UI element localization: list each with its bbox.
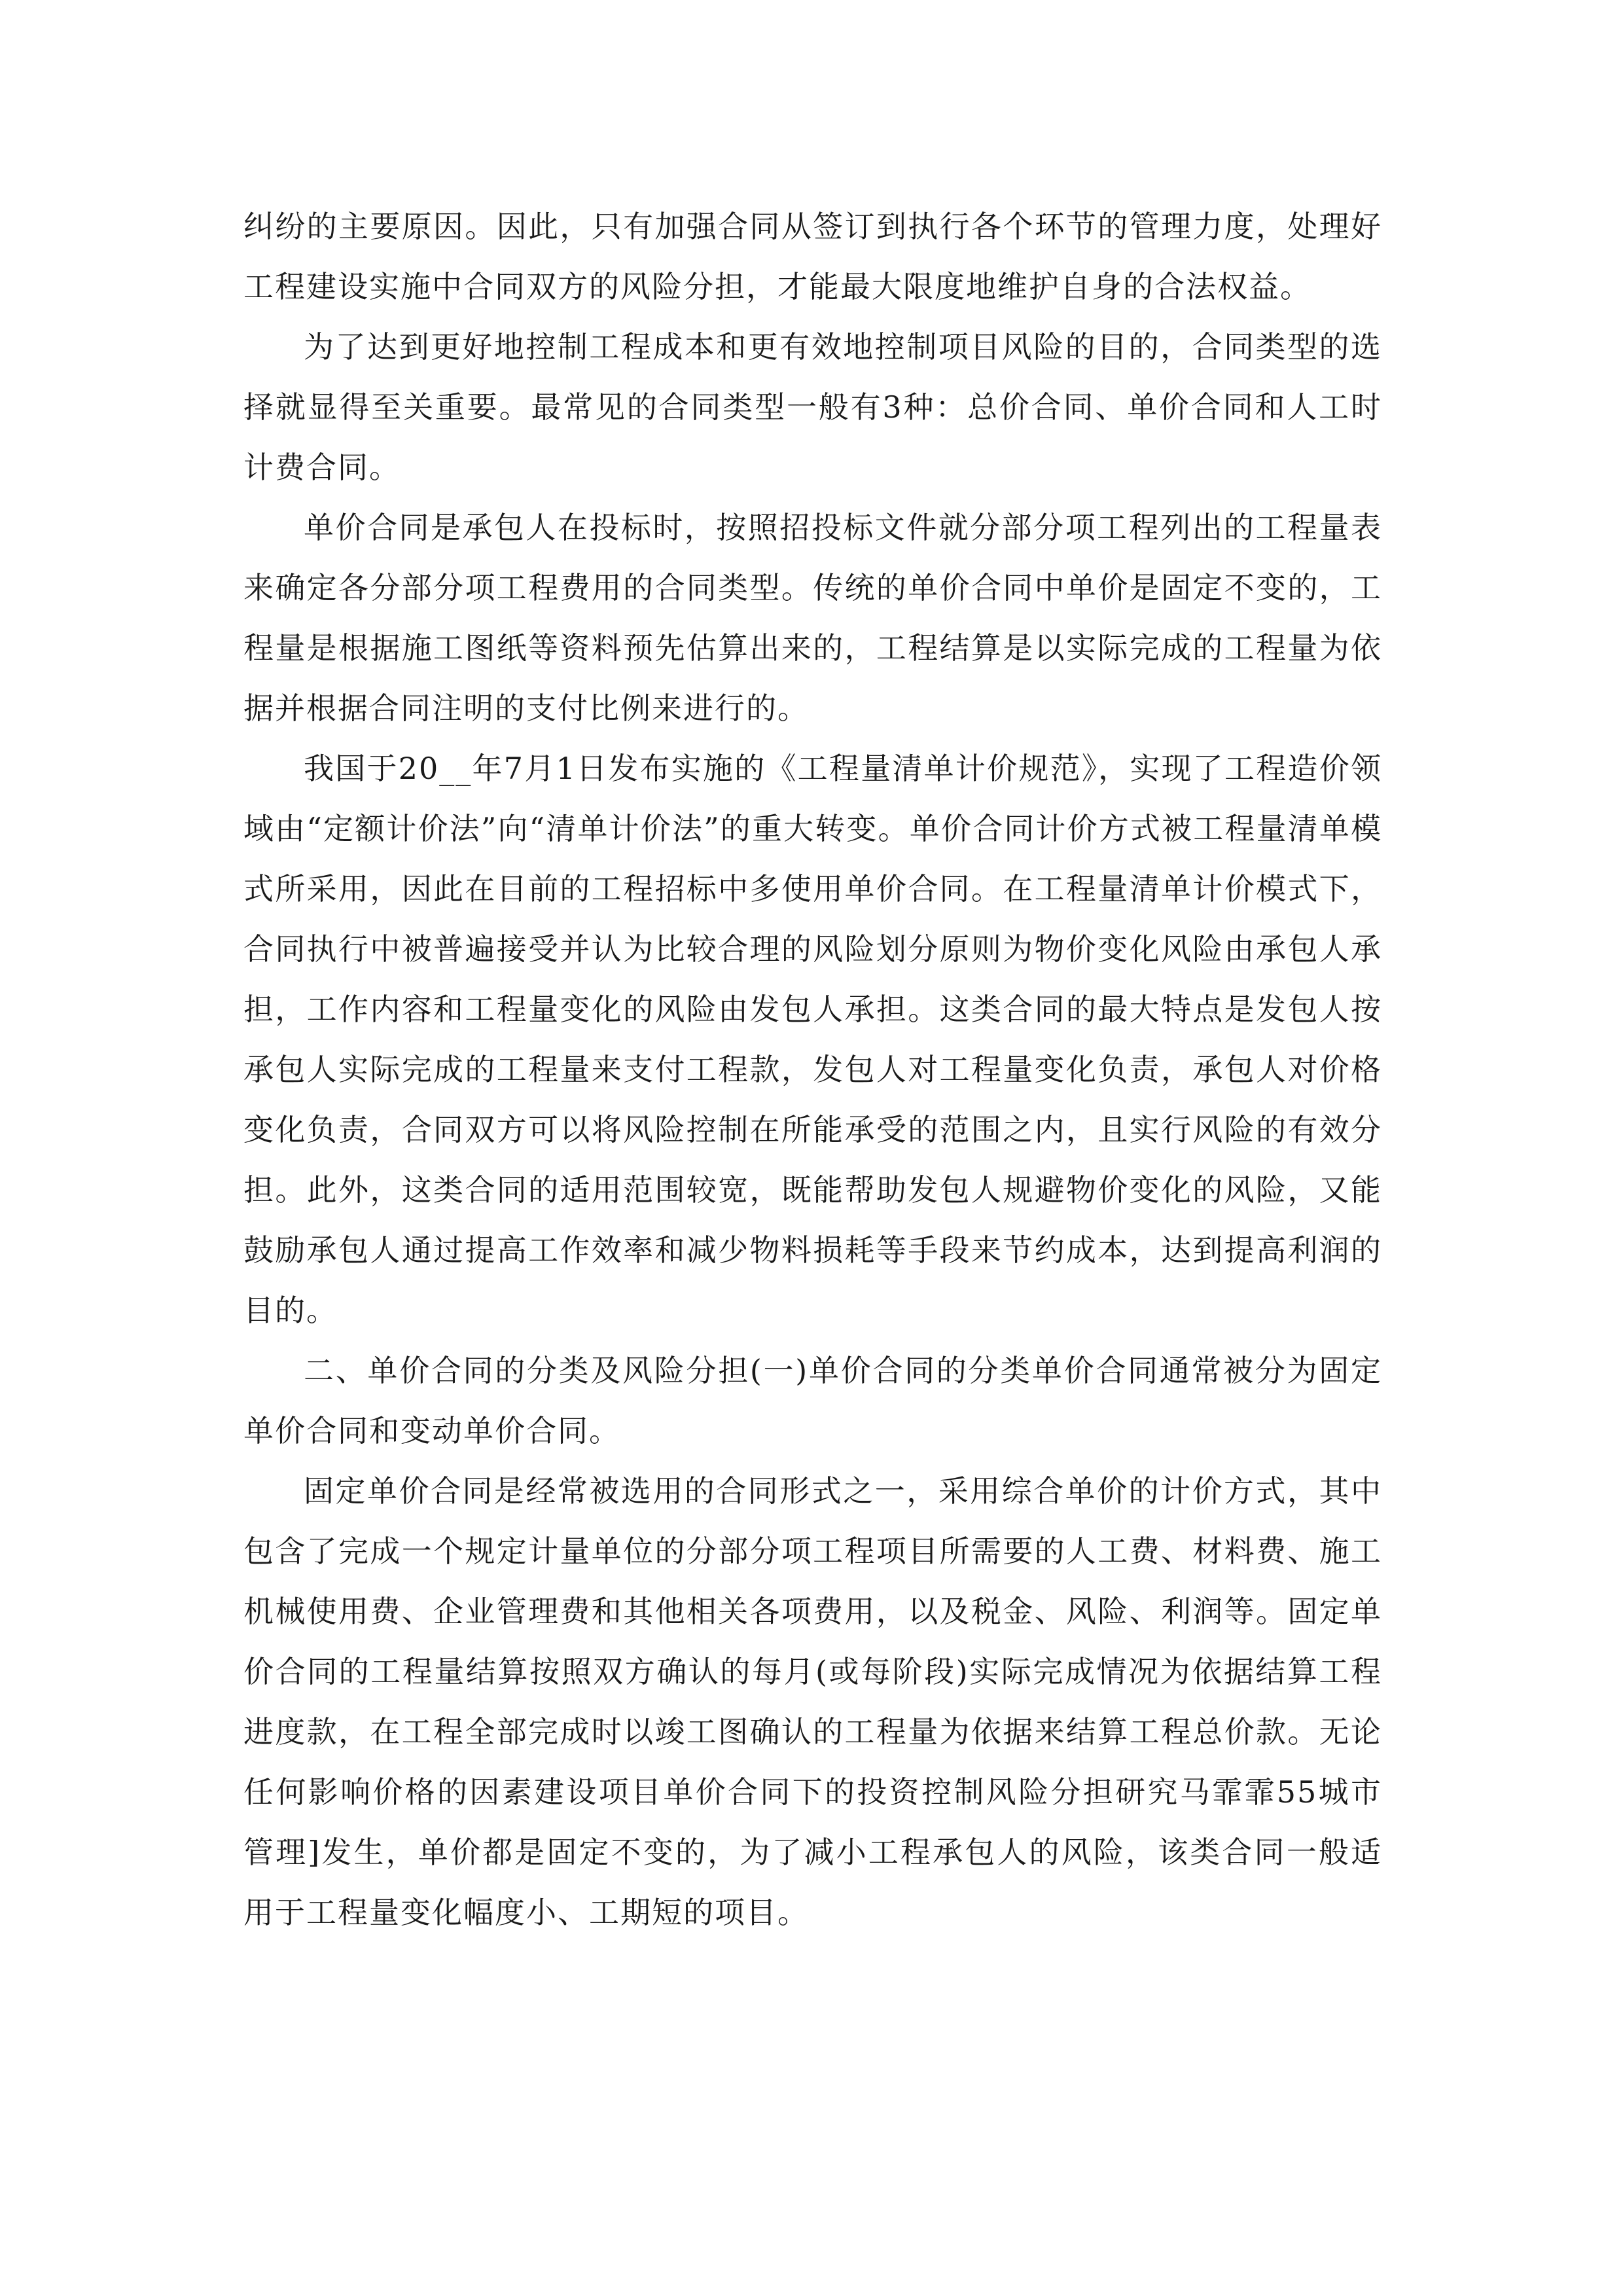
paragraph-6: 固定单价合同是经常被选用的合同形式之一，采用综合单价的计价方式，其中包含了完成一个规定计量单位的分部分项工程项目所需要的人工费、材料费、施工机械使用费、企业管理费和其他相关各项费用，以及税金、风险、利润等。固定单价合同的工程量结算按照双方确认的每月(或每阶段)实际完成情况为依据结算工程进度款，在工程全部完成时以竣工图确认的工程量为依据来结算工程总价款。无论任何影响价格的因素建设项目单价合同下的投资控制风险分担研究马霏霏55城市管理]发生，单价都是固定不变的，为了减小工程承包人的风险，该类合同一般适用于工程量变化幅度小、工期短的项目。 (243, 1473, 1382, 1930)
paragraph-1: 纠纷的主要原因。因此，只有加强合同从签订到执行各个环节的管理力度，处理好工程建设实施中合同双方的风险分担，才能最大限度地维护自身的合法权益。 (243, 209, 1382, 304)
paragraph-4: 我国于20__年7月1日发布实施的《工程量清单计价规范》，实现了工程造价领域由“定额计价法”向“清单计价法”的重大转变。单价合同计价方式被工程量清单模式所采用，因此在目前的工程招标中多使用单价合同。在工程量清单计价模式下，合同执行中被普遍接受并认为比较合理的风险划分原则为物价变化风险由承包人承担，工作内容和工程量变化的风险由发包人承担。这类合同的最大特点是发包人按承包人实际完成的工程量来支付工程款，发包人对工程量变化负责，承包人对价格变化负责，合同双方可以将风险控制在所能承受的范围之内，且实行风险的有效分担。此外，这类合同的适用范围较宽，既能帮助发包人规避物价变化的风险，又能鼓励承包人通过提高工作效率和减少物料损耗等手段来节约成本，达到提高利润的目的。 (243, 751, 1382, 1328)
paragraph-3: 单价合同是承包人在投标时，按照招投标文件就分部分项工程列出的工程量表来确定各分部分项工程费用的合同类型。传统的单价合同中单价是固定不变的，工程量是根据施工图纸等资料预先估算出来的，工程结算是以实际完成的工程量为依据并根据合同注明的支付比例来进行的。 (243, 510, 1382, 726)
document-body (243, 196, 1382, 1943)
paragraph-2: 为了达到更好地控制工程成本和更有效地控制项目风险的目的，合同类型的选择就显得至关重要。最常见的合同类型一般有3种：总价合同、单价合同和人工时计费合同。 (243, 329, 1382, 485)
paragraph-5: 二、单价合同的分类及风险分担(一)单价合同的分类单价合同通常被分为固定单价合同和变动单价合同。 (243, 1353, 1382, 1448)
